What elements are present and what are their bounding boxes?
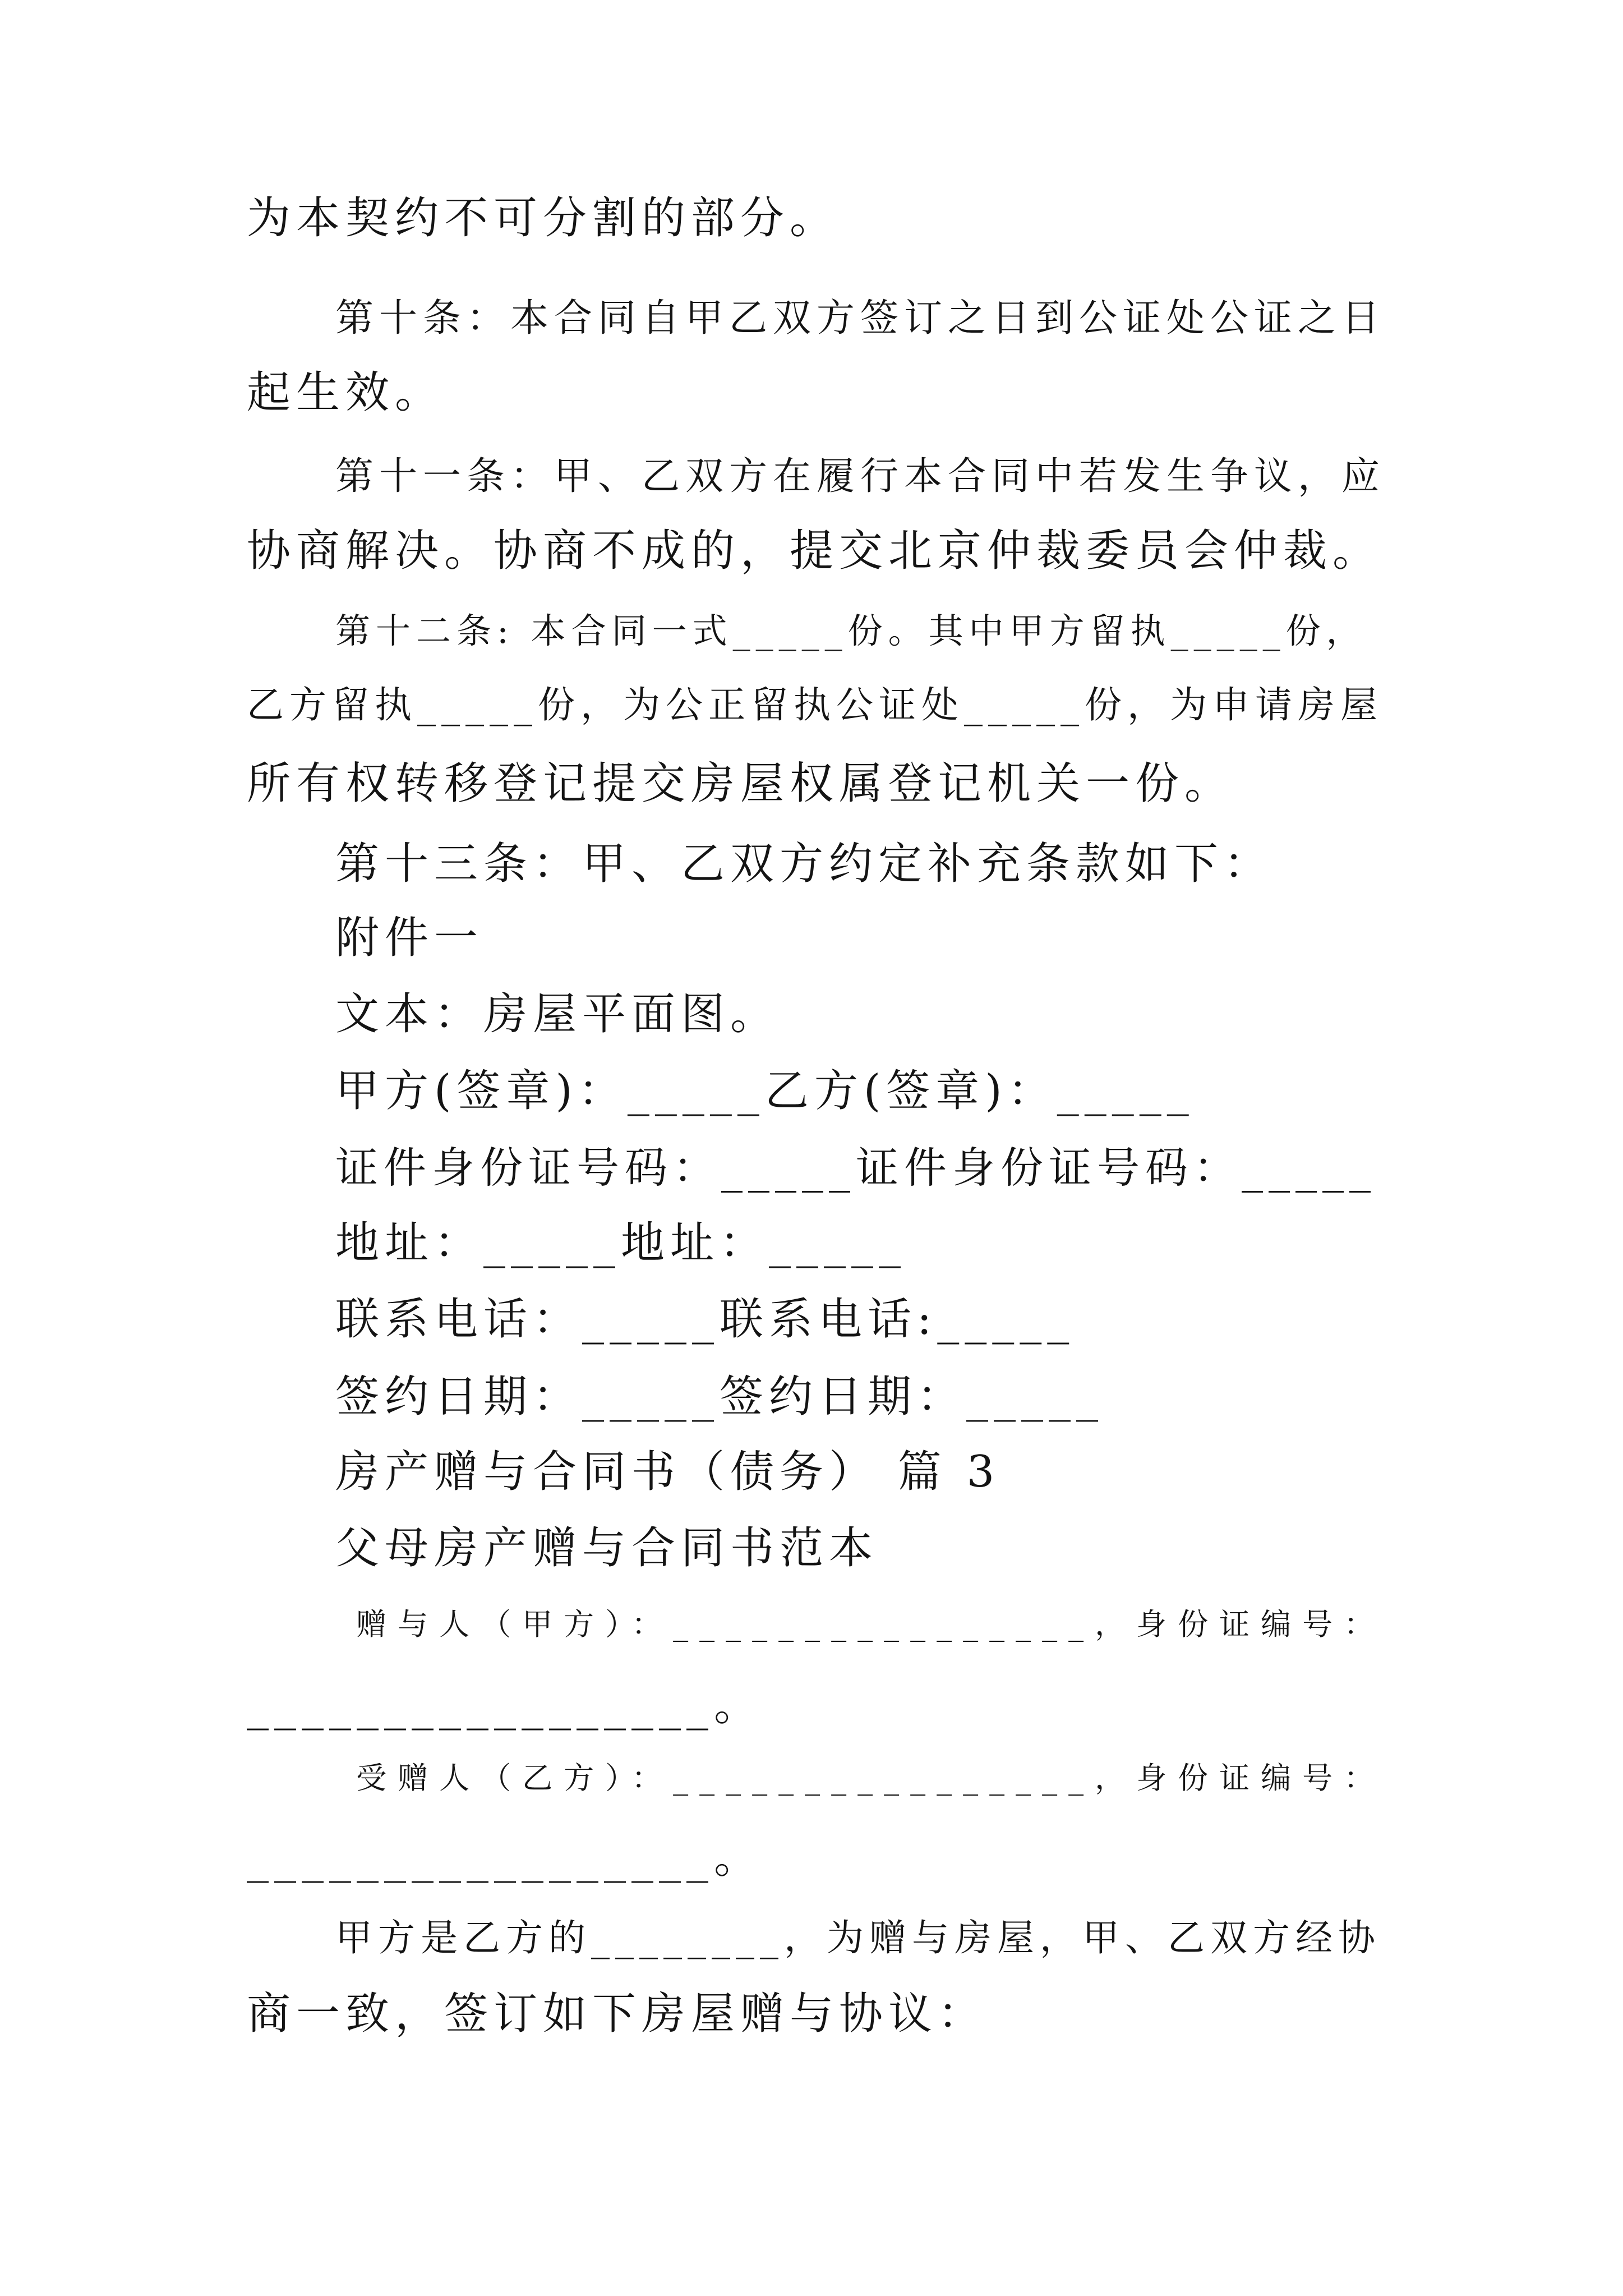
text-line: 证件身份证号码：_____证件身份证号码：_____ — [335, 1143, 1376, 1193]
text-line: 起生效。 — [247, 367, 445, 418]
text-line: 第十条：本合同自甲乙双方签订之日到公证处公证之日 — [335, 296, 1386, 341]
text-line: 文本：房屋平面图。 — [335, 989, 780, 1039]
text-line: _________________。 — [247, 1833, 764, 1883]
text-line: 甲方是乙方的________，为赠与房屋，甲、乙双方经协 — [335, 1916, 1381, 1959]
text-line: 联系电话：_____联系电话:_____ — [335, 1294, 1075, 1345]
text-line: 商一致，签订如下房屋赠与协议： — [247, 1989, 988, 2039]
text-line: 受赠人（乙方）：________________，身份证编号： — [335, 1760, 1386, 1796]
document-title: 父母房产赠与合同书范本 — [335, 1523, 879, 1573]
text-line: 乙方留执_____份，为公正留执公证处_____份，为申请房屋 — [247, 683, 1383, 726]
text-line: 地址：_____地址：_____ — [335, 1218, 907, 1268]
text-line: 甲方(签章)：_____乙方(签章)：_____ — [335, 1066, 1195, 1116]
text-line: 协商解决。协商不成的，提交北京仲裁委员会仲裁。 — [247, 526, 1382, 576]
text-line: 赠与人（甲方）：________________，身份证编号： — [335, 1607, 1386, 1642]
text-line: 签约日期：_____签约日期：_____ — [335, 1372, 1104, 1422]
section-heading: 房产赠与合同书（债务） 篇 3 — [335, 1447, 1000, 1497]
text-line: 第十三条：甲、乙双方约定补充条款如下： — [335, 839, 1274, 889]
text-line: 所有权转移登记提交房屋权属登记机关一份。 — [247, 758, 1234, 809]
text-line: 第十一条：甲、乙双方在履行本合同中若发生争议，应 — [335, 454, 1386, 499]
text-line: _________________。 — [247, 1680, 764, 1731]
text-line: 第十二条: 本合同一式_____份。其中甲方留执_____份， — [335, 610, 1367, 651]
text-line: 附件一 — [335, 913, 484, 963]
text-line: 为本契约不可分割的部分。 — [247, 193, 840, 243]
